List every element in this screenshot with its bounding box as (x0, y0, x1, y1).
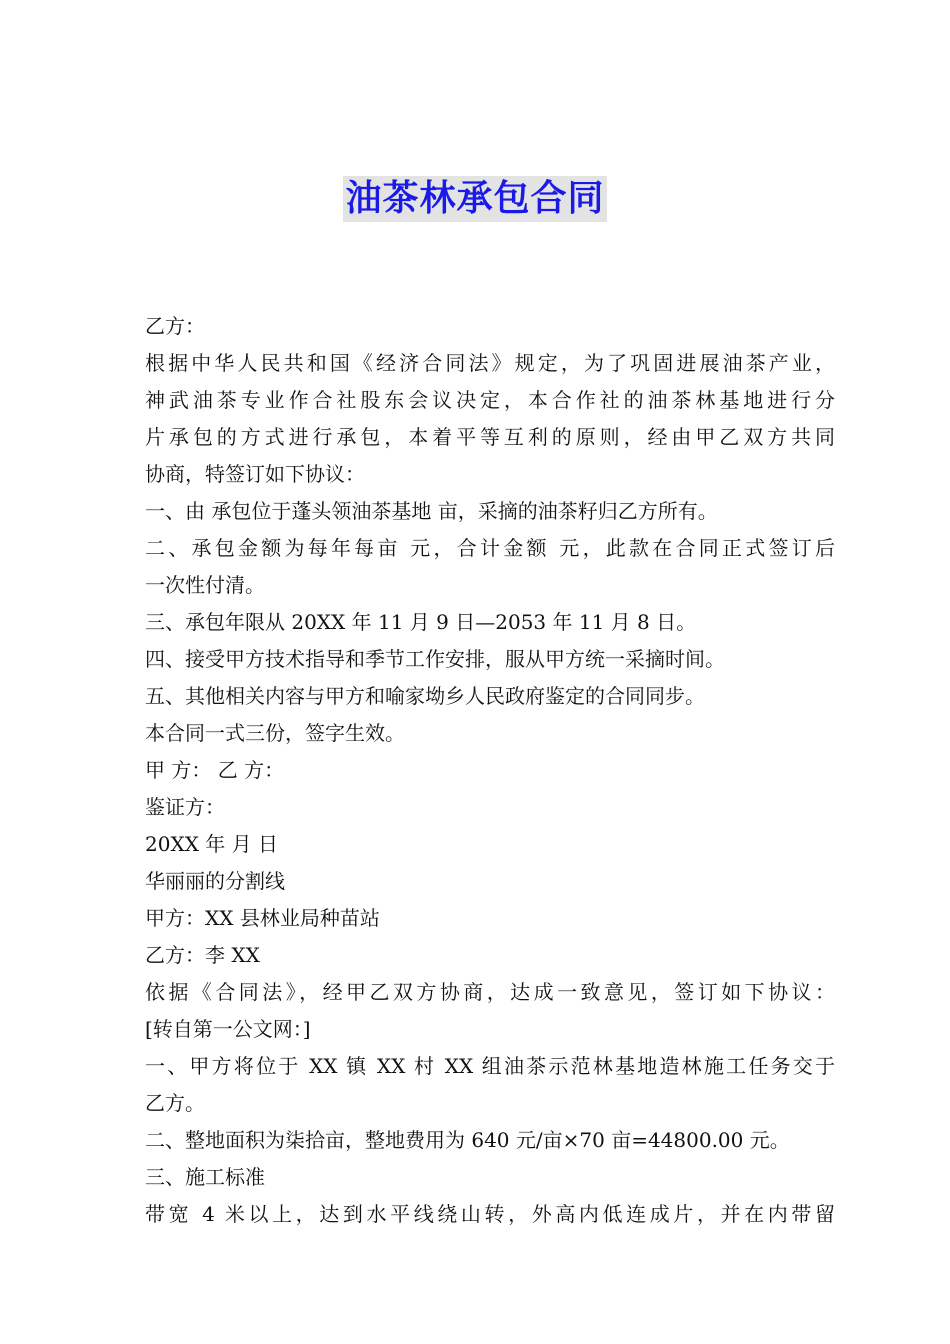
document-title: 油茶林承包合同 (343, 176, 606, 222)
body-line: 一、甲方将位于 XX 镇 XX 村 XX 组油茶示范林基地造林施工任务交于 (145, 1054, 835, 1078)
date-line: 20XX 年 月 日 (145, 832, 278, 856)
party-a-line: 甲方：XX 县林业局种苗站 (145, 906, 380, 930)
body-line: 二、整地面积为柒拾亩，整地费用为 640 元/亩×70 亩=44800.00 元。 (145, 1128, 790, 1152)
title-container (0, 176, 950, 222)
body-line: 神武油茶专业作合社股东会议决定，本合作社的油茶林基地进行分 (145, 388, 835, 412)
signature-line: 甲 方： 乙 方： (145, 758, 285, 782)
source-note: [转自第一公文网：] (145, 1017, 311, 1041)
body-line: 三、承包年限从 20XX 年 11 月 9 日—2053 年 11 月 8 日。 (145, 610, 697, 634)
divider-text: 华丽丽的分割线 (145, 869, 285, 893)
body-line: 乙方： (145, 314, 205, 338)
body-line: 四、接受甲方技术指导和季节工作安排，服从甲方统一采摘时间。 (145, 647, 725, 671)
body-line: 依据《合同法》，经甲乙双方协商，达成一致意见，签订如下协议： (145, 980, 835, 1004)
body-line: 协商，特签订如下协议： (145, 462, 365, 486)
body-line: 五、其他相关内容与甲方和喻家坳乡人民政府鉴定的合同同步。 (145, 684, 705, 708)
party-b-line: 乙方：李 XX (145, 943, 260, 967)
witness-line: 鉴证方： (145, 795, 225, 819)
body-line: 带宽 4 米以上，达到水平线绕山转，外高内低连成片，并在内带留 (145, 1202, 835, 1226)
body-line: 根据中华人民共和国《经济合同法》规定，为了巩固进展油茶产业， (145, 351, 835, 375)
body-line: 一次性付清。 (145, 573, 265, 597)
section-heading: 三、施工标准 (145, 1165, 265, 1189)
body-line: 二、承包金额为每年每亩 元，合计金额 元，此款在合同正式签订后 (145, 536, 835, 560)
document-body (145, 308, 835, 1233)
body-line: 乙方。 (145, 1091, 205, 1115)
body-line: 一、由 承包位于蓬头领油茶基地 亩，采摘的油茶籽归乙方所有。 (145, 499, 718, 523)
body-line: 本合同一式三份，签字生效。 (145, 721, 405, 745)
body-line: 片承包的方式进行承包，本着平等互利的原则，经由甲乙双方共同 (145, 425, 835, 449)
